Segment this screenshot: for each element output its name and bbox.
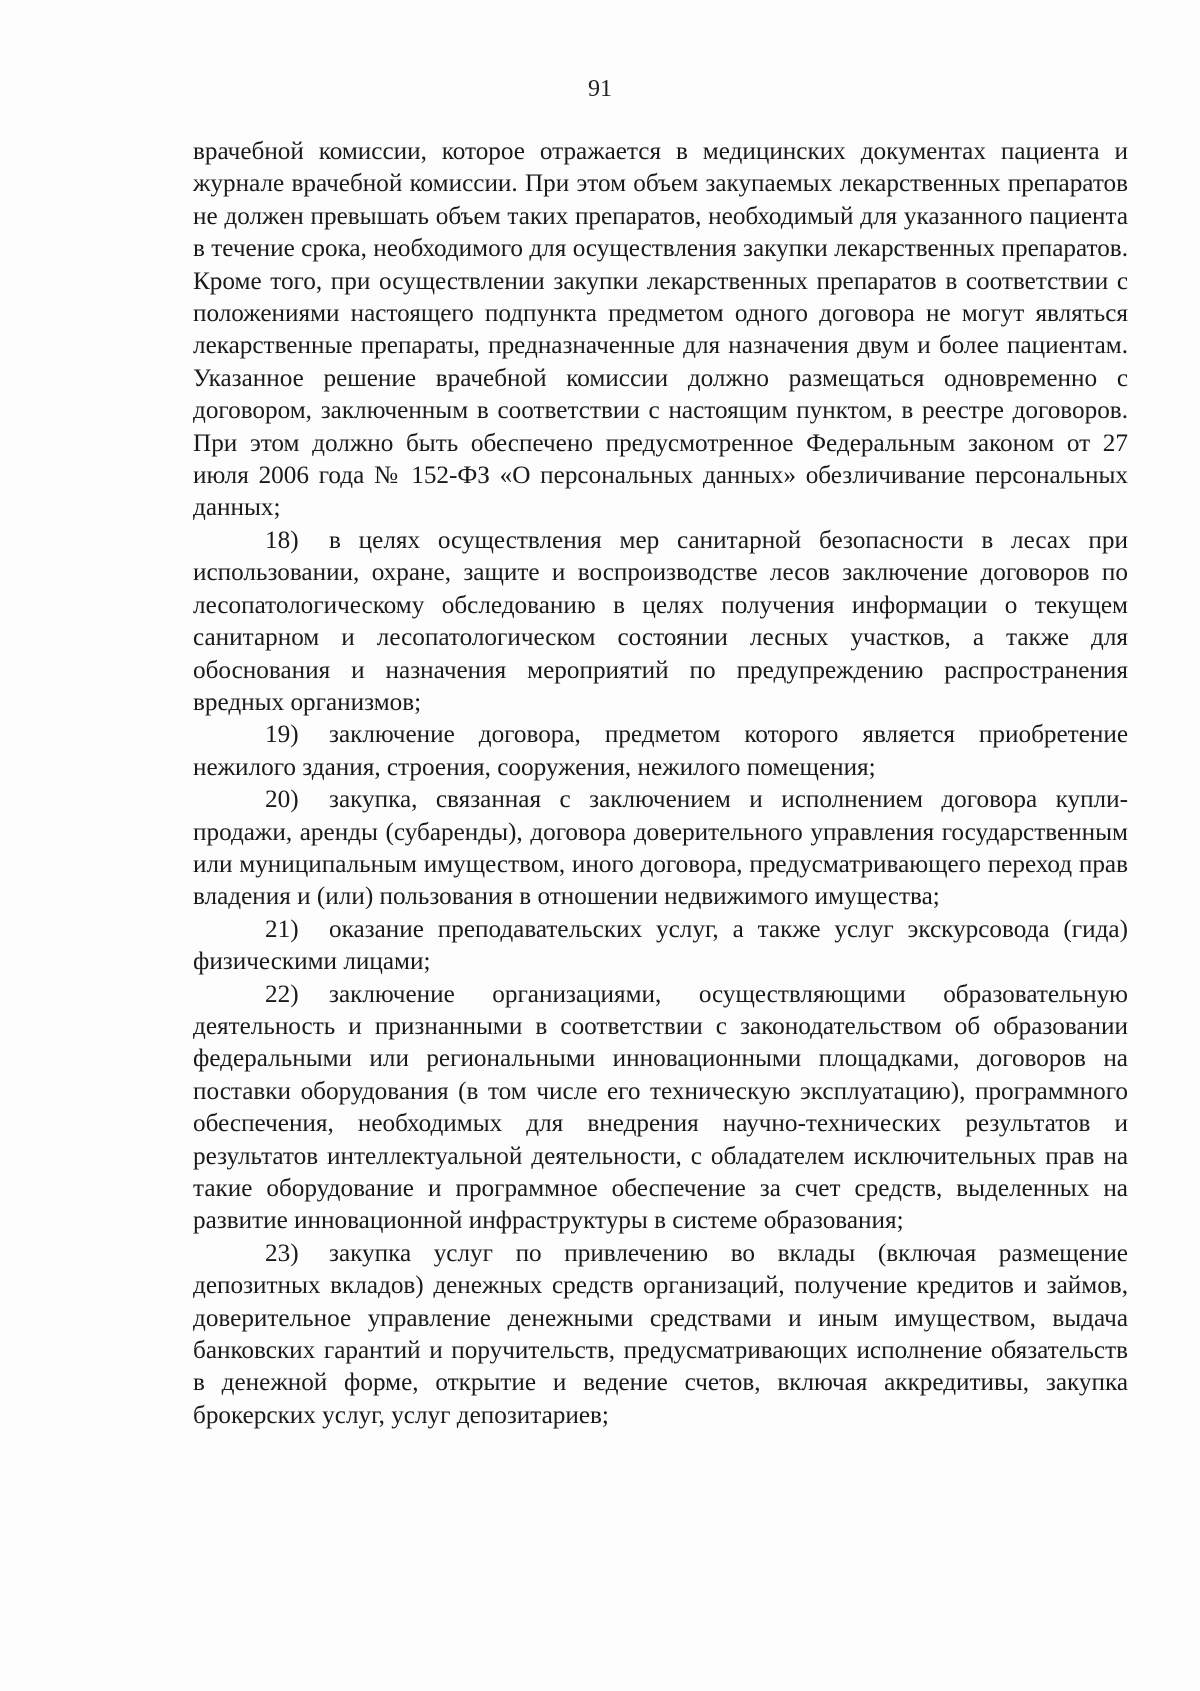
item-number: 23)	[265, 1239, 299, 1267]
item-text: оказание преподавательских услуг, а также услуг экскурсовода (гида) физическими лицами;	[193, 915, 1128, 976]
item-text: заключение организациями, осуществляющими образовательную деятельность и признанными в соответствии с законодательством об образовании федеральными или региональными инновационными площадками, договоров на поставки оборудования (в том числе его техническую эксплуатацию), программного обеспечения, необходимых для внедрения научно-технических результатов и результатов интеллектуальной деятельности, с обладателем исключительных прав на такие оборудование и программное обеспечение за счет средств, выделенных на развитие инновационной инфраструктуры в системе образования;	[193, 980, 1128, 1235]
item-number: 19)	[265, 721, 299, 749]
item-text: в целях осуществления мер санитарной безопасности в лесах при использовании, охране, защите и воспроизводстве лесов заключение договоров по лесопатологическому обследованию в целях получения информации о текущем санитарном и лесопатологическом состоянии лесных участков, а также для обоснования и назначения мероприятий по предупреждению распространения вредных организмов;	[193, 526, 1128, 716]
item-text: закупка услуг по привлечению во вклады (включая размещение депозитных вкладов) денежных средств организаций, получение кредитов и займов, доверительное управление денежными средствами и иным имуществом, выдача банковских гарантий и поручительств, предусматривающих исполнение обязательств в денежной форме, открытие и ведение счетов, включая аккредитивы, закупка брокерских услуг, услуг депозитариев;	[193, 1239, 1128, 1429]
list-item-23	[193, 1238, 1128, 1432]
item-number: 22)	[265, 980, 299, 1008]
page-number: 91	[588, 76, 612, 102]
list-item-21	[193, 914, 1128, 979]
list-item-22	[193, 979, 1128, 1238]
list-item-19	[193, 719, 1128, 784]
list-item-20	[193, 784, 1128, 914]
item-text: закупка, связанная с заключением и исполнением договора купли- продажи, аренды (субаренды), договора доверительного управления государственным или муниципальным имуществом, иного договора, предусматривающего переход прав владения и (или) пользования в отношении недвижимого имущества;	[193, 786, 1128, 911]
document-body	[193, 136, 1128, 1432]
item-text: заключение договора, предметом которого является приобретение нежилого здания, строения, сооружения, нежилого помещения;	[193, 721, 1128, 781]
list-item-18	[193, 525, 1128, 719]
continuation-paragraph: врачебной комиссии, которое отражается в медицинских документах пациента и журнале врачебной комиссии. При этом объем закупаемых лекарственных препаратов не должен превышать объем таких препаратов, необходимый для указанного пациента в течение срока, необходимого для осуществления закупки лекарственных препаратов. Кроме того, при осуществлении закупки лекарственных препаратов в соответствии с положениями настоящего подпункта предметом одного договора не могут являться лекарственные препараты, предназначенные для назначения двум и более пациентам. Указанное решение врачебной комиссии должно размещаться одновременно с договором, заключенным в соответствии с настоящим пунктом, в реестре договоров. При этом должно быть обеспечено предусмотренное Федеральным законом от 27 июля 2006 года № 152-ФЗ «О персональных данных» обезличивание персональных данных;	[193, 138, 1128, 522]
item-number: 20)	[265, 786, 299, 814]
item-number: 21)	[265, 915, 299, 943]
item-number: 18)	[265, 526, 299, 554]
